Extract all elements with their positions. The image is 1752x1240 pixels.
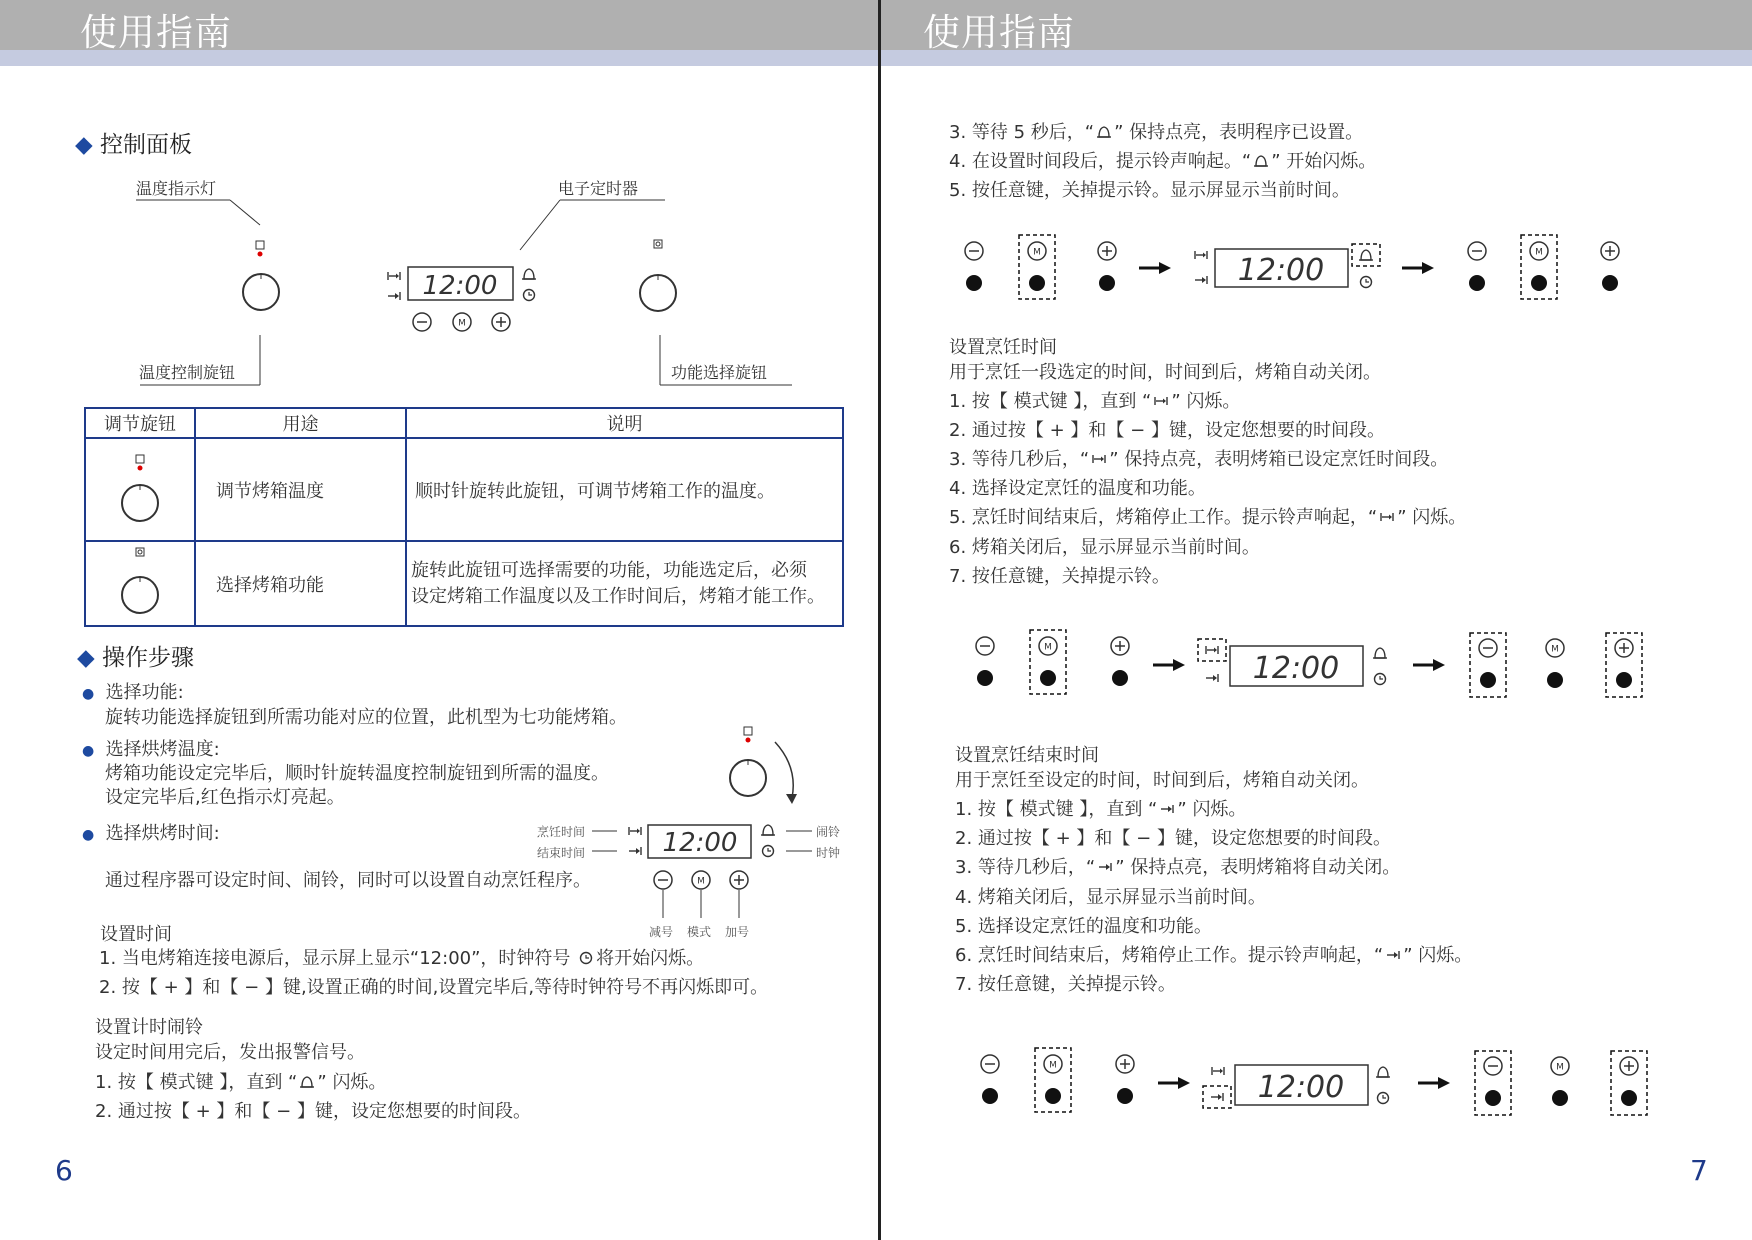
text: ” 闪烁。: [1171, 391, 1241, 412]
set-time-step1: [99, 948, 704, 970]
alarm-step3: [949, 122, 1363, 144]
set-alarm-step1: [95, 1072, 386, 1094]
label-timer: 电子定时器: [558, 179, 639, 198]
step-text: 设定完毕后,红色指示灯亮起。: [105, 787, 345, 808]
table-row: [85, 438, 843, 541]
step-text: 旋转功能选择旋钮到所需功能对应的位置，此机型为七功能烤箱。: [105, 707, 627, 728]
end-time-icon: [1157, 802, 1177, 816]
right-header-title: 使用指南: [923, 11, 1075, 54]
end-time-step7: 7. 按任意键，关掉提示铃。: [955, 974, 1176, 995]
text: ” 保持点亮，表明烤箱已设定烹饪时间段。: [1109, 449, 1449, 470]
text: 将开始闪烁。: [596, 948, 705, 969]
text: ” 开始闪烁。: [1271, 151, 1377, 172]
table-cell-use: 选择烤箱功能: [195, 541, 406, 626]
bell-icon: [1094, 124, 1114, 140]
legend-minus: 减号: [649, 925, 674, 939]
control-panel-title: 控制面板: [100, 132, 193, 158]
diamond-bullet-icon: ◆: [75, 132, 93, 158]
bell-icon: [297, 1074, 317, 1090]
text: ” 闪烁。: [1403, 945, 1473, 966]
left-header: [0, 0, 878, 66]
text: 3. 等待几秒后，“: [955, 857, 1096, 878]
set-time-title: 设置时间: [100, 924, 172, 945]
end-time-icon: [1095, 860, 1115, 874]
step-title: 选择烘烤时间:: [105, 823, 220, 844]
left-header-title: 使用指南: [80, 11, 232, 54]
set-alarm-title: 设置计时闹铃: [95, 1017, 203, 1038]
text: 1. 按【 模式键 】，直到 “: [95, 1072, 298, 1093]
programmer-diagram: [590, 818, 815, 926]
text: 3. 等待几秒后，“: [949, 449, 1090, 470]
text: 1. 按【 模式键 】，直到 “: [955, 799, 1158, 820]
duration-icon: [1151, 394, 1171, 408]
diamond-bullet-icon: ◆: [77, 645, 95, 671]
bullet-icon: ●: [82, 743, 95, 759]
end-time-desc: 用于烹饪至设定的时间，时间到后，烤箱自动关闭。: [955, 770, 1369, 791]
label-function-knob: 功能选择旋钮: [671, 363, 768, 382]
seq-display: 12:00: [1237, 253, 1325, 288]
table-header: 说明: [406, 408, 843, 438]
table-cell-use: 调节烤箱温度: [195, 438, 406, 541]
step-select-time: [82, 823, 220, 846]
label-temp-light: 温度指示灯: [136, 179, 217, 198]
table-header: 用途: [195, 408, 406, 438]
alarm-sequence-diagram: [945, 230, 1645, 305]
right-header: [881, 0, 1752, 66]
step-title: 选择功能:: [105, 682, 184, 703]
end-time-icon: [1383, 948, 1403, 962]
page-number-right: 7: [1690, 1154, 1708, 1187]
panel-display: 12:00: [422, 271, 498, 301]
legend-alarm: 闹铃: [816, 825, 841, 839]
clock-icon: [576, 950, 596, 966]
legend-end-time: 结束时间: [537, 846, 586, 860]
desc-line: 设定烤箱工作温度以及工作时间后，烤箱才能工作。: [411, 585, 825, 607]
function-knob-icon: [115, 545, 165, 617]
step-select-temp: [82, 739, 220, 762]
label-temp-knob: 温度控制旋钮: [139, 363, 236, 382]
bullet-icon: ●: [82, 827, 95, 843]
programmer-display: 12:00: [662, 828, 738, 858]
end-time-title: 设置烹饪结束时间: [955, 745, 1099, 766]
text: 6. 烹饪时间结束后，烤箱停止工作。提示铃声响起，“: [955, 945, 1384, 966]
step-select-function: [82, 682, 184, 705]
steps-title: 操作步骤: [102, 645, 195, 671]
temp-knob-icon: [115, 451, 165, 523]
cook-time-sequence-diagram: [955, 625, 1655, 700]
end-time-step6: [955, 945, 1472, 967]
end-time-sequence-diagram: [960, 1043, 1660, 1118]
control-table: [84, 407, 844, 627]
page-number-left: 6: [55, 1154, 73, 1187]
table-header: 调节旋钮: [85, 408, 195, 438]
cook-time-step6: 6. 烤箱关闭后，显示屏显示当前时间。: [949, 537, 1260, 558]
cook-time-step2: 2. 通过按【 + 】和【 − 】键，设定您想要的时间段。: [949, 420, 1385, 441]
text: ” 闪烁。: [1177, 799, 1247, 820]
set-alarm-desc: 设定时间用完后，发出报警信号。: [95, 1042, 365, 1063]
bell-icon: [1251, 153, 1271, 169]
text: 1. 当电烤箱连接电源后，显示屏上显示“12:00”，时钟符号: [99, 948, 571, 969]
cook-time-step3: [949, 449, 1448, 471]
seq-display: 12:00: [1257, 1070, 1345, 1105]
cook-time-step5: [949, 507, 1466, 529]
set-alarm-step2: 2. 通过按【 + 】和【 − 】键，设定您想要的时间段。: [95, 1101, 531, 1122]
steps-heading: [77, 639, 194, 672]
desc-line: 旋转此旋钮可选择需要的功能，功能选定后，必须: [411, 559, 807, 581]
step-text: 通过程序器可设定时间、闹铃，同时可以设置自动烹饪程序。: [105, 870, 591, 891]
end-time-step5: 5. 选择设定烹饪的温度和功能。: [955, 916, 1212, 937]
text: 4. 在设置时间段后，提示铃声响起。“: [949, 151, 1252, 172]
step-text: 烤箱功能设定完毕后，顺时针旋转温度控制旋钮到所需的温度。: [105, 763, 609, 784]
text: 1. 按【 模式键 】，直到 “: [949, 391, 1152, 412]
legend-clock: 时钟: [816, 846, 841, 860]
control-panel-heading: [75, 126, 192, 159]
table-cell-desc: [406, 541, 843, 626]
alarm-step4: [949, 151, 1376, 173]
duration-icon: [1377, 510, 1397, 524]
text: ” 闪烁。: [317, 1072, 387, 1093]
page-divider: [878, 0, 881, 1240]
text: 3. 等待 5 秒后，“: [949, 122, 1095, 143]
text: 5. 烹饪时间结束后，烤箱停止工作。提示铃声响起，“: [949, 507, 1378, 528]
end-time-step2: 2. 通过按【 + 】和【 − 】键，设定您想要的时间段。: [955, 828, 1391, 849]
cook-time-step7: 7. 按任意键，关掉提示铃。: [949, 566, 1170, 587]
table-cell-desc: 顺时针旋转此旋钮，可调节烤箱工作的温度。: [406, 438, 843, 541]
cook-time-step4: 4. 选择设定烹饪的温度和功能。: [949, 478, 1206, 499]
text: ” 闪烁。: [1397, 507, 1467, 528]
text: ” 保持点亮，表明烤箱将自动关闭。: [1115, 857, 1401, 878]
legend-cook-time: 烹饪时间: [537, 825, 586, 839]
legend-mode: 模式: [687, 925, 712, 939]
knob-cell: [85, 541, 195, 626]
knob-cell: [85, 438, 195, 541]
knob-rotate-diagram: [720, 722, 810, 807]
end-time-step1: [955, 799, 1246, 821]
legend-plus: 加号: [725, 925, 750, 939]
seq-display: 12:00: [1252, 651, 1340, 686]
control-panel-diagram: [120, 195, 820, 390]
end-time-step4: 4. 烤箱关闭后，显示屏显示当前时间。: [955, 887, 1266, 908]
cook-time-title: 设置烹饪时间: [949, 337, 1057, 358]
table-row: [85, 541, 843, 626]
end-time-step3: [955, 857, 1400, 879]
cook-time-step1: [949, 391, 1240, 413]
alarm-step5: 5. 按任意键，关掉提示铃。显示屏显示当前时间。: [949, 180, 1350, 201]
set-time-step2: 2. 按【 + 】和【 − 】键,设置正确的时间,设置完毕后,等待时钟符号不再闪烁即可。: [99, 977, 769, 998]
cook-time-desc: 用于烹饪一段选定的时间，时间到后，烤箱自动关闭。: [949, 362, 1381, 383]
text: ” 保持点亮，表明程序已设置。: [1114, 122, 1364, 143]
step-title: 选择烘烤温度:: [105, 739, 220, 760]
duration-icon: [1089, 452, 1109, 466]
bullet-icon: ●: [82, 686, 95, 702]
